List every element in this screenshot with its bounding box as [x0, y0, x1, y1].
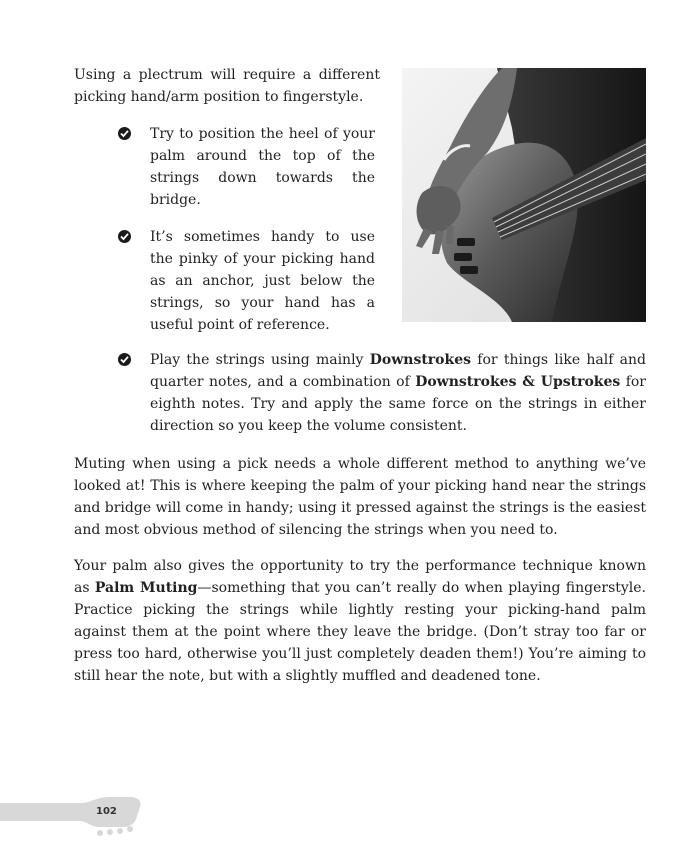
check-circle-icon	[118, 353, 131, 366]
page-number: 102	[96, 806, 117, 817]
term-palm-muting: Palm Muting	[94, 580, 198, 596]
bullet-text: Play the strings using mainly Downstrokes for things like half and quarter notes, and a combination of Downstrokes & Upstrokes for eighth notes. Try and apply the same force on the strings in either direction so you keep the volume consistent.	[150, 352, 646, 434]
palm-muting-paragraph: Your palm also gives the opportunity to try the performance technique known as Palm Muting—something that you can’t really do when playing fingerstyle. Practice picking the strings while lightly resting your picking-hand palm against them at the point where they leave the bridge. (Don’t stray too far or press too hard, otherwise you’ll just completely deaden them!) You’re aiming to still hear the note, but with a slightly muffled and deadened tone.	[74, 558, 646, 684]
term-downstrokes: Downstrokes	[369, 352, 471, 368]
guitar-headstock-icon	[0, 795, 145, 840]
check-circle-icon	[118, 230, 131, 243]
intro-paragraph: Using a plectrum will require a different picking hand/arm position to fingerstyle.	[74, 67, 380, 105]
bullet-text: It’s sometimes handy to use the pinky of your picking hand as an anchor, just below the strings, so your hand has a useful point of reference.	[150, 229, 375, 333]
bass-playing-photo	[402, 68, 646, 322]
term-downstrokes-upstrokes: Downstrokes & Upstrokes	[415, 374, 621, 390]
check-circle-icon	[118, 127, 131, 140]
muting-paragraph: Muting when using a pick needs a whole different method to anything we’ve looked at! This is where keeping the palm of your picking hand near the strings and bridge will come in handy; using it pressed against the strings is the easiest and most obvious method of silencing the strings when you need to.	[74, 456, 647, 538]
bullet-text: Try to position the heel of your palm around the top of the strings down towards the bridge.	[150, 126, 375, 208]
